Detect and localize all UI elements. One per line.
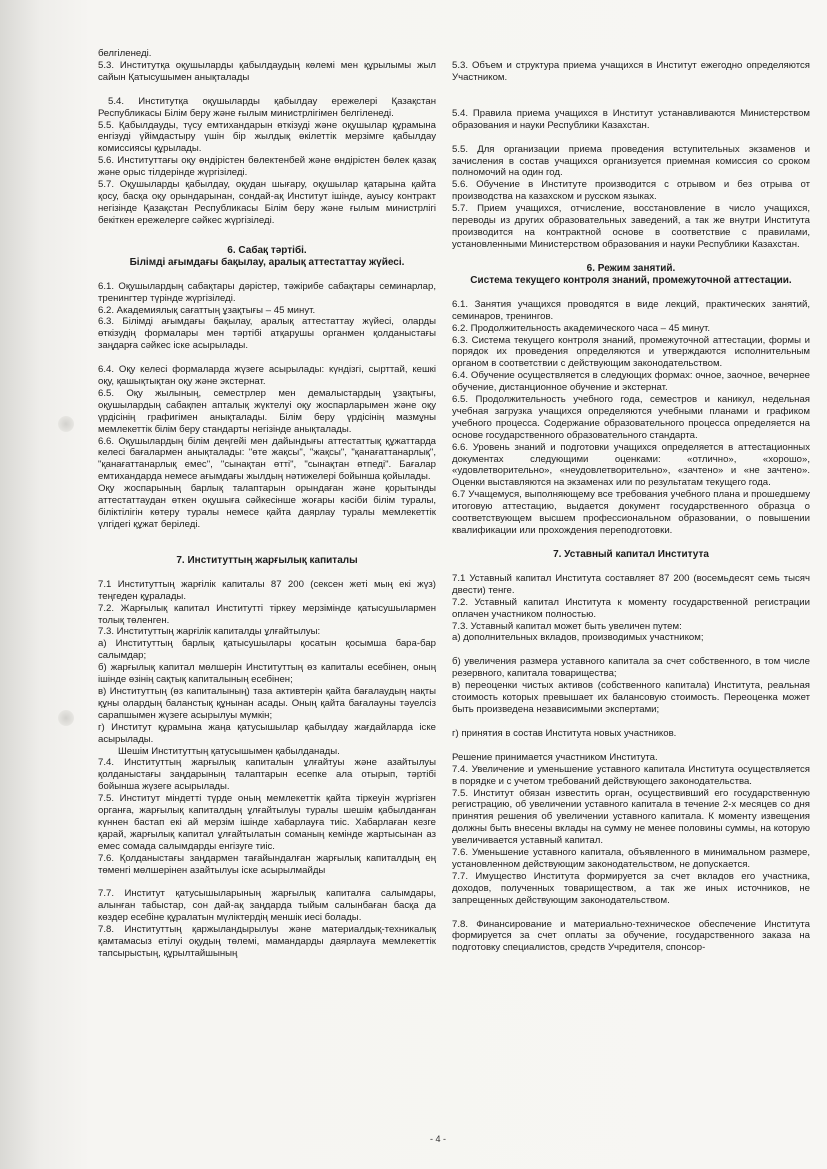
paragraph: а) Институттың барлық қатысушылары қосатын қосымша бара-бар салымдар; [98, 638, 436, 662]
paragraph: 5.7. Прием учащихся, отчисление, восстановление в число учащихся, переводы из других образовательных заведений, а так же внутри Института производится на контрактной основе в соответствие с правилами, установленными Министерством образования и науки Республики Казахстан. [452, 203, 810, 250]
paragraph: а) дополнительных вкладов, производимых участником; [452, 632, 704, 644]
paragraph: 6.3. Білімді ағымдағы бақылау, аралық аттестаттау жүйесі, оларды өткізудің формалары мен тәртібі атқарушы органмен қолданыстағы заңдарға сәйкес іске асырылады. [98, 316, 436, 352]
paragraph: 6.2. Продолжительность академического часа – 45 минут. [452, 322, 711, 334]
paragraph: 7.5. Институт обязан известить орган, осуществивший его государственную регистрацию, об увеличении уставного капитала в течение 2-х месяцев со дня принятия решения об увеличении уставного капитала. К моменту извещения должны быть внесены вклады на сумму не менее половины суммы, на которую увеличивается уставный капитал. [452, 787, 810, 847]
paragraph: 6.5. Продолжительность учебного года, семестров и каникул, недельная учебная загрузка учащихся определяются учебными планами и графиком учебного процесса. Содержание образовательного процесса определяется на основе государственного образовательного стандарта. [452, 394, 810, 441]
paragraph: Решение принимается участником Института. [452, 751, 658, 763]
paragraph: Шешім Институттың қатусышымен қабылданады. [118, 745, 340, 757]
paragraph: 6.7 Учащемуся, выполняющему все требования учебного плана и прошедшему итоговую аттестацию, выдается документ государственного образца о соответствующем высшем профессиональном образовании, о повышении квалификации или прохождения переподготовки. [452, 489, 810, 536]
paragraph: б) увеличения размера уставного капитала за счет собственного, в том числе резервного, капитала товарищества; [452, 656, 810, 680]
paragraph: 7.8. Финансирование и материально-техническое обеспечение Института формируется за счет оплаты за обучение, государственного заказа на подготовку специалистов, средств Учредителя, спонсор- [452, 918, 810, 954]
section-heading: 6. Сабақ тәртібі. [227, 244, 307, 256]
section-heading: 7. Уставный капитал Института [553, 548, 709, 560]
paragraph: 6.4. Обучение осуществляется в следующих формах: очное, заочное, вечернее обучение, дистанционное обучение и экстернат. [452, 370, 810, 394]
section-heading: 6. Режим занятий. [586, 262, 676, 274]
kazakh-column [98, 48, 436, 1128]
section-subheading: Білімді ағымдағы бақылау, аралық аттестаттау жүйесі. [129, 256, 405, 268]
section-subheading: Система текущего контроля знаний, промежуточной аттестации. [470, 274, 792, 286]
paragraph: 6.1. Оқушылардың сабақтары дәрістер, тәжірибе сабақтары семинарлар, тренингтер түрінде жүргізіледі. [98, 280, 436, 304]
paragraph: 7.1 Институттың жарғілік капиталы 87 200 (сексен жеті мың екі жүз) теңгеден құралады. [98, 578, 436, 602]
paragraph: 7.6. Қолданыстағы заңдармен тағайындалған жарғылық капиталдың ең төменгі мөлшерінен азайтылуы іске асырылмайды [98, 852, 436, 876]
paragraph: 6.1. Занятия учащихся проводятся в виде лекций, практических занятий, семинаров, тренингов. [452, 298, 810, 322]
paragraph: 7.6. Уменьшение уставного капитала, объявленного в минимальном размере, установленном действующим законодательством, не допускается. [452, 847, 810, 870]
paragraph: 7.2. Уставный капитал Института к моменту государственной регистрации оплачен участником полностью. [452, 596, 810, 620]
paragraph: 7.1 Уставный капитал Института составляет 87 200 (восемьдесят семь тысяч двести) тенге. [452, 572, 810, 596]
paragraph: 5.4. Институтқа оқушыларды қабылдау ережелері Қазақстан Республикасы Білім беру және ғылым министрлігімен белгіленеді. [98, 95, 436, 119]
paragraph: 5.7. Оқушыларды қабылдау, оқудан шығару, оқушылар қатарына қайта қосу, басқа оқу орындарынан, сондай-ақ Институт ішінде, ауысу контракт негізінде Қазақстан Республикасы Білім беру және ғылым министрлігі бекіткен ережелерге сәйкес жүргізіледі. [98, 179, 436, 226]
paragraph: 5.4. Правила приема учащихся в Институт устанавливаются Министерством образования и науки Республики Казахстан. [452, 107, 810, 131]
paragraph: б) жарғылық капитал мөлшерін Институттың өз капиталы есебінен, оның ішінде өзінің сақтық капиталының есебінен; [98, 662, 436, 686]
section-heading: 7. Институттың жарғылық капиталы [176, 554, 358, 566]
paragraph: 7.7. Имущество Института формируется за счет вкладов его участника, доходов, полученных товариществом, а так же иных источников, не запрещенных действующим законодательством. [452, 870, 810, 906]
paragraph: 6.4. Оқу келесі формаларда жүзеге асырылады: күндізгі, сырттай, кешкі оқу, қашықтықтан оқу және экстернат. [98, 364, 436, 388]
paragraph: 7.4. Увеличение и уменьшение уставного капитала Института осуществляется в порядке и с учетом требований действующего законодательства. [452, 763, 810, 787]
paragraph: 7.3. Уставный капитал может быть увеличен путем: [452, 620, 682, 632]
paragraph: 5.3. Институтқа оқушыларды қабылдаудың көлемі мен құрылымы жыл сайын Қатысушымен анықталады [98, 59, 436, 83]
paragraph: 6.5. Оқу жылының, семестрлер мен демалыстардың ұзақтығы, оқушылардың сабақпен апталық жүктелуі оқу жоспарларымен және оқу үрдісінің графигімен анықталады. Білім беру үрдісінің мазмұны мемлекеттік білім беру стандарты негізінде анықталады. [98, 387, 436, 435]
paragraph: 5.5. Қабылдауды, түсу емтихандарын өткізуді және оқушылар құрамына енгізуді үйімдастыру үшін бір жылдық өкілеттік мерзімге қабылдау комиссиясы құрылады. [98, 119, 436, 155]
paragraph: 7.4. Институттың жарғылық капиталын ұлғайтуы және азайтылуы қолданыстағы заңдарының талаптарын есепке ала отырып, тәртібі бойынша жүзеге асырылады. [98, 757, 436, 793]
paragraph: 7.3. Институттың жарғілік капиталды ұлғайтылуы: [98, 626, 321, 638]
paragraph: 7.8. Институттың қаржыландырылуы және материалдық-техникалық қамтамасыз етілуі оқудың төлемі, мамандарды даярлауға мемлекеттік тапсырыстың, құрылтайшының [98, 924, 436, 959]
punch-hole [58, 710, 74, 726]
paragraph: в) переоценки чистых активов (собственного капитала) Института, реальная стоимость которых превышает их балансовую стоимость. Переоценка может быть произведена независимыми экспертами; [452, 680, 810, 715]
paragraph: 5.6. Институттағы оқу өндірістен бөлектенбей және өндірістен бөлек қазақ және орыс тілдерінде жүргізіледі. [98, 155, 436, 179]
russian-column [452, 48, 810, 1128]
paragraph: 7.5. Институт міндетті түрде оның мемлекеттік қайта тіркеуін жүргізген органға, жарғылық капиталдың ұлғайтылуы туралы шешім қабылданған күннен бастап екі ай мерзім ішінде хабарлауға тиіс. Хабарлаған кезге қарай, жарғылық капитал ұлғайтылатын соманың кемінде жартысынан аз емес сомада салымдарды енгізуге тиіс. [98, 793, 436, 852]
paragraph: 6.3. Система текущего контроля знаний, промежуточной аттестации, формы и порядок их проведения определяются и утверждаются исполнительным органом в соответствии с действующим законодательством. [452, 334, 810, 370]
paragraph: белгіленеді. [98, 48, 152, 59]
paragraph: Оқу жоспарының барлық талаптарын орындаған және қорытынды аттестаттаудан өткен оқушыға сәйкесінше жоғары кәсіби білім туралы, біліктілігін көтеру туралы немесе қайта даярлау туралы мемлекеттік үлгідегі құжат беріледі. [98, 483, 436, 530]
paragraph: 6.6. Уровень знаний и подготовки учащихся определяется в аттестационных документах следующими оценками: «отлично», «хорошо», «удовлетворительно», «неудовлетворительно», «зачтено» и «не зачтено». Оценки выставляются на экзаменах или по результатам текущего года. [452, 441, 810, 489]
paragraph: 7.2. Жарғылық капитал Институтті тіркеу мерзімінде қатысушылармен толық төленген. [98, 602, 436, 626]
paragraph: г) принятия в состав Института новых участников. [452, 727, 677, 739]
paragraph: в) Институттың (өз капиталының) таза активтерін қайта бағалаудың нақты құны олардың баланстық құнынан асады. Оның қайта бағалауны тәуелсіз сарапшымен жүзеге асырылуы мүмкін; [98, 685, 436, 721]
paragraph: 6.6. Оқушылардың білім деңгейі мен дайындығы аттестаттық құжаттарда келесі бағалармен анықталады: "өте жақсы", "жақсы", "қанағаттанарлық", "қанағаттанарлық емес", "сынақтан өтті", "сынақтан өтпеді". Бағалар емтихандарда немесе ағымдағы жылдың нәтижелері бойынша қойылады. [98, 435, 436, 483]
paragraph: 5.5. Для организации приема проведения вступительных экзаменов и зачисления в состав учащихся организуется приемная комиссия со сроком полномочий на один год. [452, 143, 810, 179]
paragraph: 5.6. Обучение в Институте производится с отрывом и без отрыва от производства на казахском и русском языках. [452, 179, 810, 203]
page-number: - 4 - [430, 1134, 447, 1144]
punch-hole [58, 416, 74, 432]
paragraph: 5.3. Объем и структура приема учащихся в Институт ежегодно определяются Участником. [452, 60, 810, 83]
paragraph: г) Институт құрамына жаңа қатусышылар қабылдау жағдайларда іске асырылады. [98, 721, 436, 745]
paragraph: 6.2. Академиялық сағаттың ұзақтығы – 45 минут. [98, 304, 316, 316]
paragraph: 7.7. Институт қатусышыларының жарғылық капиталға салымдары, алынған табыстар, сон дай-ақ заңдарда тыйым салынбаған басқа да көздер есебіне құралатын мүліктердің меншік иесі болады. [98, 888, 436, 924]
